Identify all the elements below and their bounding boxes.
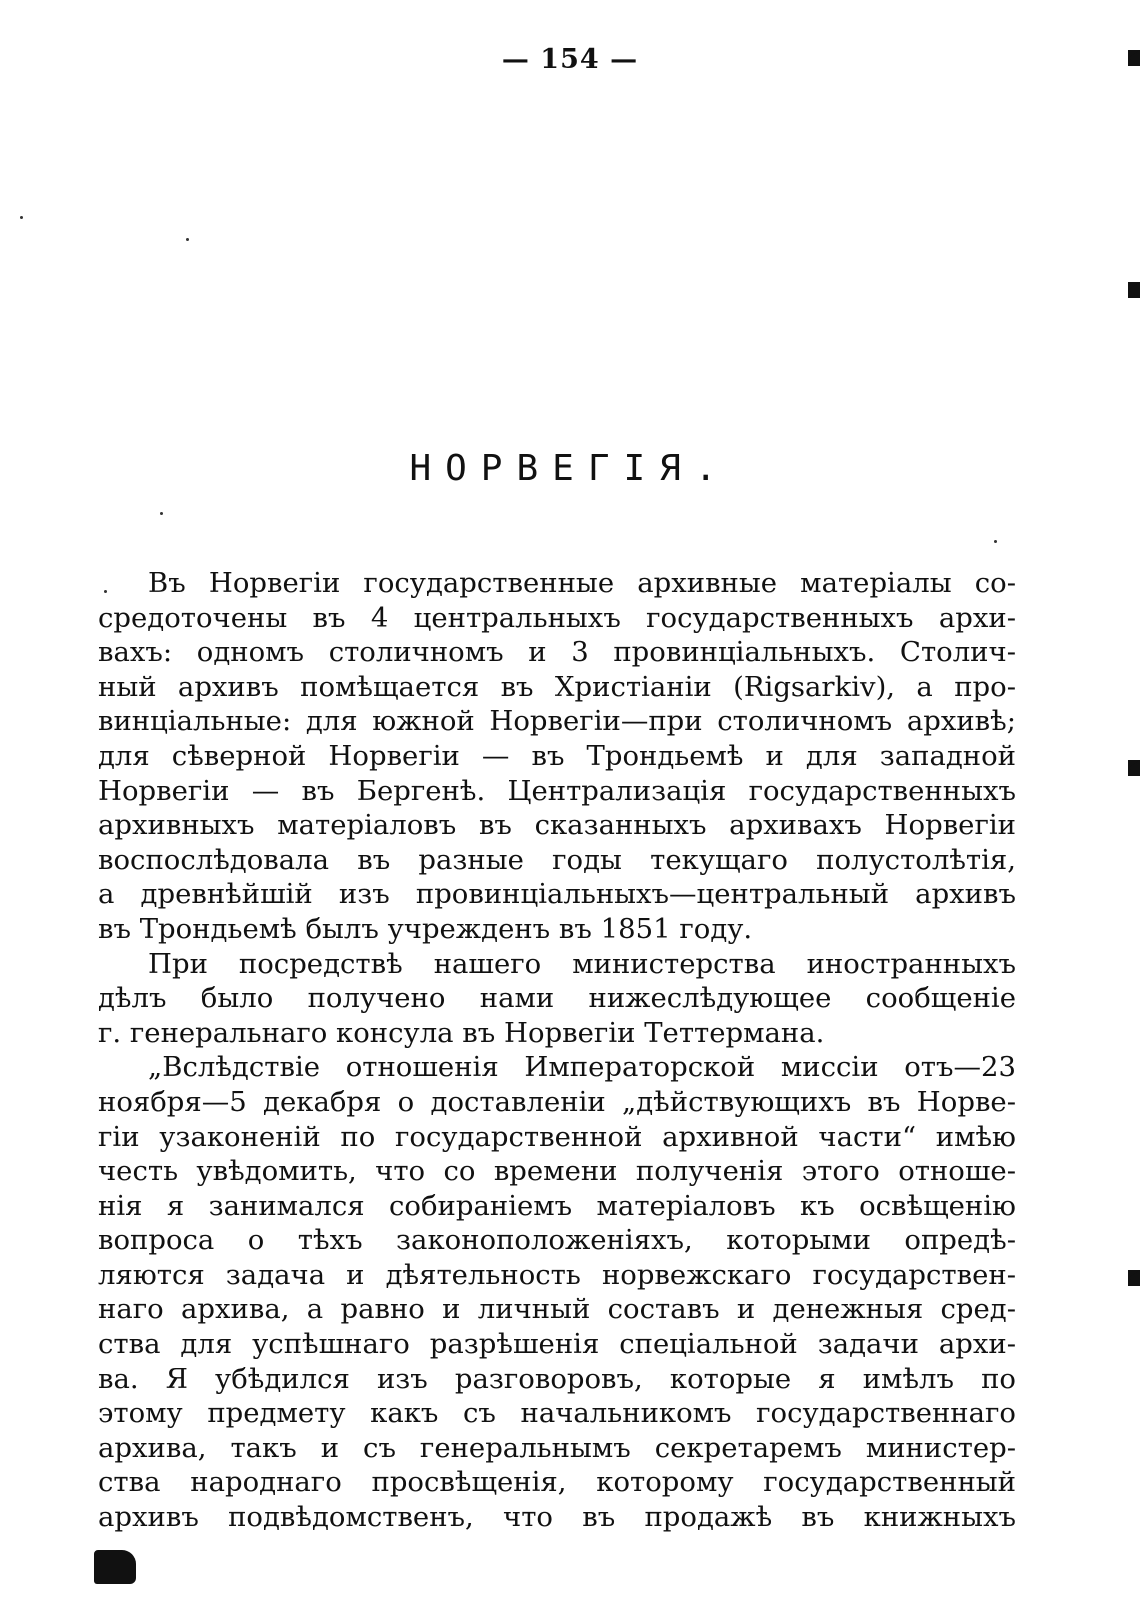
text-line: гiи узаконенiй по государственной архивной части“ имѣю [98, 1120, 1016, 1153]
text-line: ства для успѣшнаго разрѣшенiя спецiальной задачи архи- [98, 1328, 1016, 1361]
text-line: Норвегiи — въ Бергенѣ. Централизацiя государственныхъ [98, 774, 1016, 807]
page-number: — 154 — [501, 44, 639, 75]
text-line: ства народнаго просвѣщенiя, которому государственный [98, 1466, 1016, 1499]
chapter-title: НОРВЕГIЯ. [409, 448, 731, 489]
text-line: ноября—5 декабря о доставленiи „дѣйствующихъ въ Норве- [98, 1085, 1016, 1118]
text-line: вахъ: одномъ столичномъ и 3 провинцiальныхъ. Столич- [98, 636, 1016, 669]
edge-mark [1128, 760, 1140, 776]
text-line: дѣлъ было получено нами нижеслѣдующее сообщенiе [98, 982, 1016, 1015]
text-line: „Вслѣдствiе отношенiя Императорской миссiи отъ—23 [148, 1051, 1016, 1084]
text-line: вопроса о тѣхъ законоположенiяхъ, которыми опредѣ- [98, 1224, 1016, 1257]
text-line: ляются задача и дѣятельность норвежскаго государствен- [98, 1258, 1016, 1291]
scan-speck [104, 590, 107, 593]
text-line: наго архива, а равно и личный составъ и денежныя сред- [98, 1293, 1016, 1326]
text-line: честь увѣдомить, что со времени полученiя этого отноше- [98, 1155, 1016, 1188]
scan-speck [160, 512, 163, 515]
ink-blot [94, 1550, 136, 1584]
text-line: этому предмету какъ съ начальникомъ государственнаго [98, 1397, 1016, 1430]
text-line: архива, такъ и съ генеральнымъ секретаремъ министер- [98, 1431, 1016, 1464]
text-line: средоточены въ 4 центральныхъ государственныхъ архи- [98, 601, 1016, 634]
text-line: Въ Норвегiи государственные архивные матерiалы со- [148, 567, 1016, 599]
scan-speck [20, 216, 23, 219]
text-line: въ Трондьемѣ былъ учрежденъ въ 1851 году. [98, 912, 753, 945]
text-line: архивныхъ матерiаловъ въ сказанныхъ архивахъ Норвегiи [98, 809, 1016, 842]
text-line: для сѣверной Норвегiи — въ Трондьемѣ и для западной [98, 739, 1016, 772]
scan-speck [994, 540, 997, 543]
text-line: г. генеральнаго консула въ Норвегiи Теттермана. [98, 1016, 825, 1049]
text-line: ный архивъ помѣщается въ Христiанiи (Rigsarkiv), а про- [98, 670, 1016, 703]
text-line: При посредствѣ нашего министерства иностранныхъ [148, 947, 1016, 980]
text-line: а древнѣйшiй изъ провинцiальныхъ—центральный архивъ [98, 878, 1016, 911]
edge-mark [1128, 50, 1140, 66]
edge-mark [1128, 282, 1140, 298]
text-line: ва. Я убѣдился изъ разговоровъ, которые я имѣлъ по [98, 1362, 1016, 1395]
body-text [98, 566, 1016, 1535]
text-line: воспослѣдовала въ разные годы текущаго полустолѣтiя, [98, 843, 1016, 876]
text-line: винцiальные: для южной Норвегiи—при столичномъ архивѣ; [98, 705, 1016, 738]
scan-speck [186, 238, 189, 241]
text-line: нiя я занимался собиранiемъ матерiаловъ къ освѣщенiю [98, 1189, 1016, 1222]
text-line: архивъ подвѣдомственъ, что въ продажѣ въ книжныхъ [98, 1501, 1016, 1534]
edge-mark [1128, 1270, 1140, 1286]
